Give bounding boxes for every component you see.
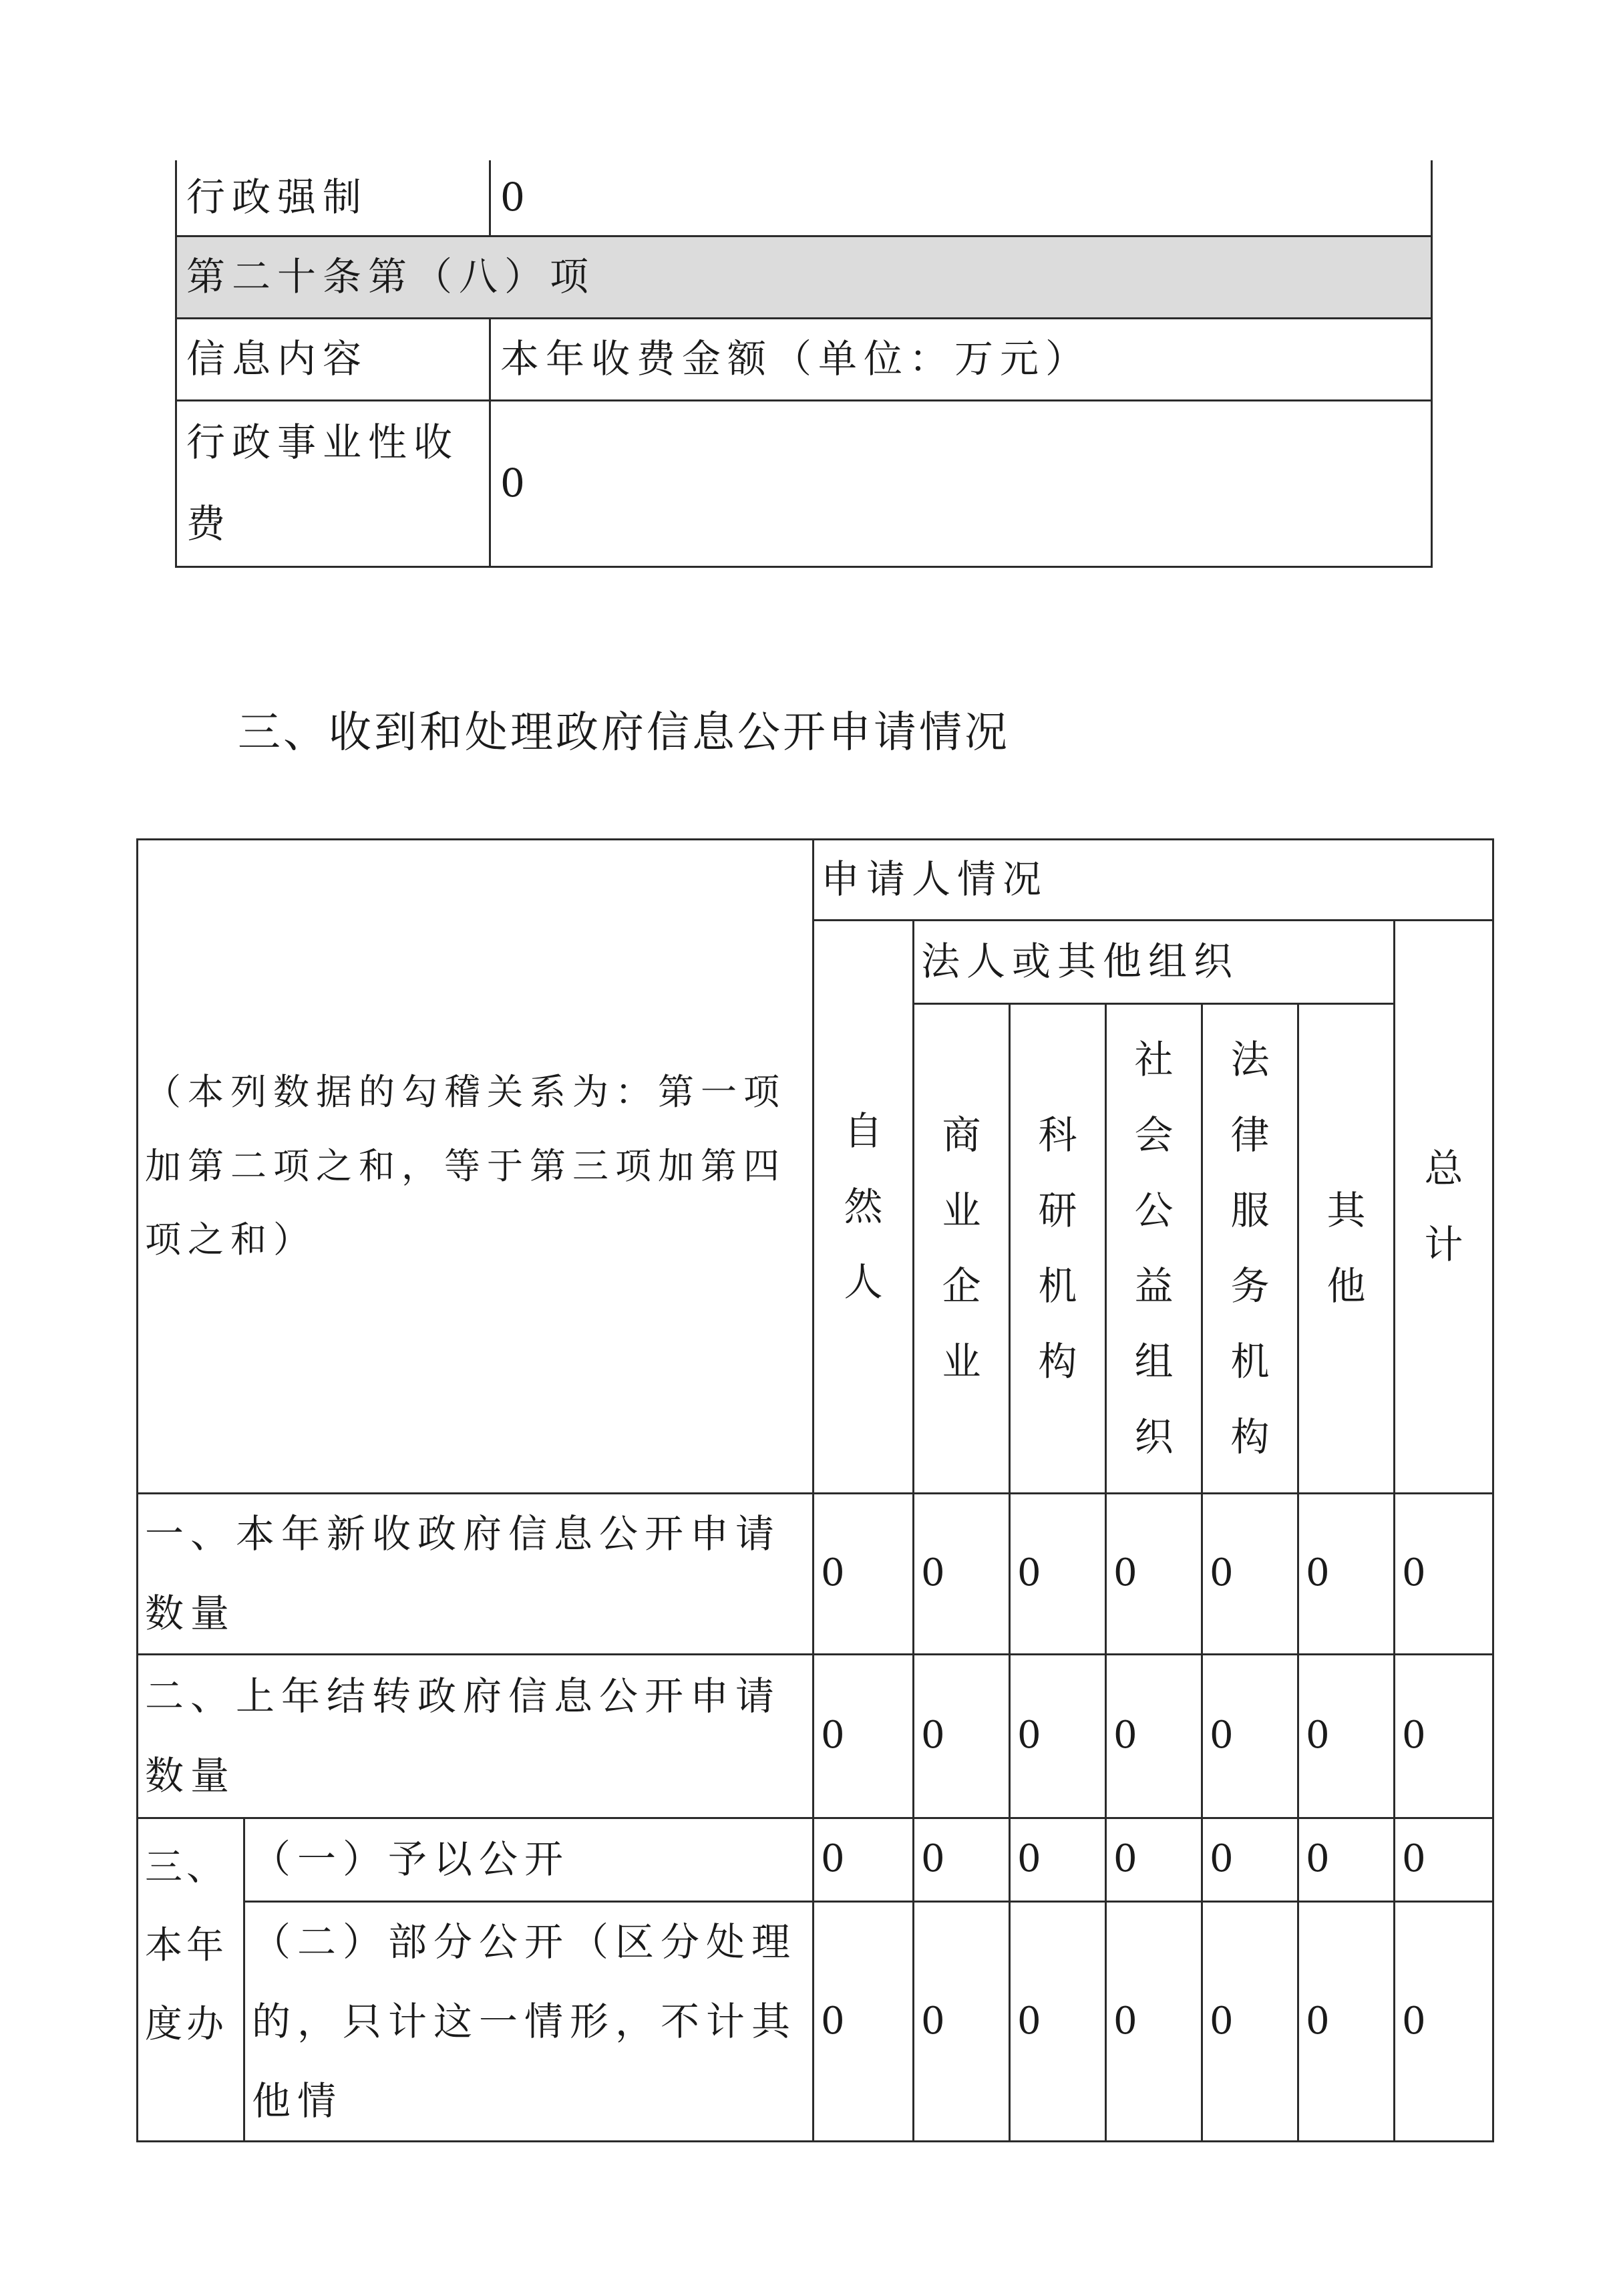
cell-value: 0 [1395, 1901, 1493, 2142]
cell-value: 0 [1010, 1901, 1106, 2142]
cell-value: 0 [1010, 1654, 1106, 1818]
table-row [138, 1901, 1493, 2142]
section-title: 第二十条第（八）项 [176, 236, 1432, 319]
header-row [138, 840, 1493, 921]
cell-value: 0 [1106, 1494, 1202, 1655]
cell-value: 0 [914, 1494, 1010, 1655]
cell-value: 0 [914, 1654, 1010, 1818]
col-natural-person: 自 然 人 [814, 921, 914, 1494]
group-label: 三、本年度办 [138, 1818, 244, 2142]
cell-value: 0 [1010, 1494, 1106, 1655]
col-research: 科 研 机 构 [1010, 1004, 1106, 1494]
cell-value: 0 [1395, 1818, 1493, 1901]
section-row [176, 236, 1432, 319]
cell-value: 0 [1106, 1901, 1202, 2142]
cell-value: 0 [1395, 1654, 1493, 1818]
table-row [138, 1654, 1493, 1818]
cell-value: 0 [814, 1494, 914, 1655]
row-value: 本年收费金额（单位：万元） [490, 319, 1432, 401]
cell-value: 0 [814, 1818, 914, 1901]
cell-value: 0 [1395, 1494, 1493, 1655]
cell-value: 0 [1010, 1818, 1106, 1901]
row-label: 一、本年新收政府信息公开申请数量 [138, 1494, 814, 1655]
section-heading: 三、收到和处理政府信息公开申请情况 [238, 708, 1010, 758]
cell-value: 0 [1202, 1818, 1298, 1901]
col-total: 总 计 [1395, 921, 1493, 1494]
cell-value: 0 [1298, 1494, 1395, 1655]
row-value: 0 [490, 160, 1432, 236]
table-row [176, 401, 1432, 567]
cell-value: 0 [1106, 1654, 1202, 1818]
row-label: 信息内容 [176, 319, 490, 401]
application-stats-table [136, 838, 1494, 2142]
table-row [176, 160, 1432, 236]
cell-value: 0 [914, 1818, 1010, 1901]
table-row [176, 319, 1432, 401]
cell-value: 0 [1202, 1654, 1298, 1818]
col-legal-service: 法 律 服 务 机 构 [1202, 1004, 1298, 1494]
row-label: （二）部分公开（区分处理的，只计这一情形，不计其他情 [244, 1901, 814, 2142]
col-other: 其 他 [1298, 1004, 1395, 1494]
row-label: 二、上年结转政府信息公开申请数量 [138, 1654, 814, 1818]
fees-table [175, 160, 1433, 568]
cell-value: 0 [814, 1901, 914, 2142]
cell-value: 0 [1298, 1818, 1395, 1901]
col-social-welfare: 社 会 公 益 组 织 [1106, 1004, 1202, 1494]
applicant-header: 申请人情况 [814, 840, 1493, 921]
row-label: 行政事业性收费 [176, 401, 490, 567]
row-value: 0 [490, 401, 1432, 567]
cell-value: 0 [1202, 1901, 1298, 2142]
table-row [138, 1494, 1493, 1655]
cell-value: 0 [1106, 1818, 1202, 1901]
table-row [138, 1818, 1493, 1901]
cell-value: 0 [1298, 1654, 1395, 1818]
row-label: 行政强制 [176, 160, 490, 236]
legal-entity-header: 法人或其他组织 [914, 921, 1395, 1004]
cell-value: 0 [1298, 1901, 1395, 2142]
col-business: 商 业 企 业 [914, 1004, 1010, 1494]
cell-value: 0 [1202, 1494, 1298, 1655]
row-label: （一）予以公开 [244, 1818, 814, 1901]
table-description: （本列数据的勾稽关系为：第一项加第二项之和，等于第三项加第四项之和） [138, 840, 814, 1494]
cell-value: 0 [814, 1654, 914, 1818]
cell-value: 0 [914, 1901, 1010, 2142]
